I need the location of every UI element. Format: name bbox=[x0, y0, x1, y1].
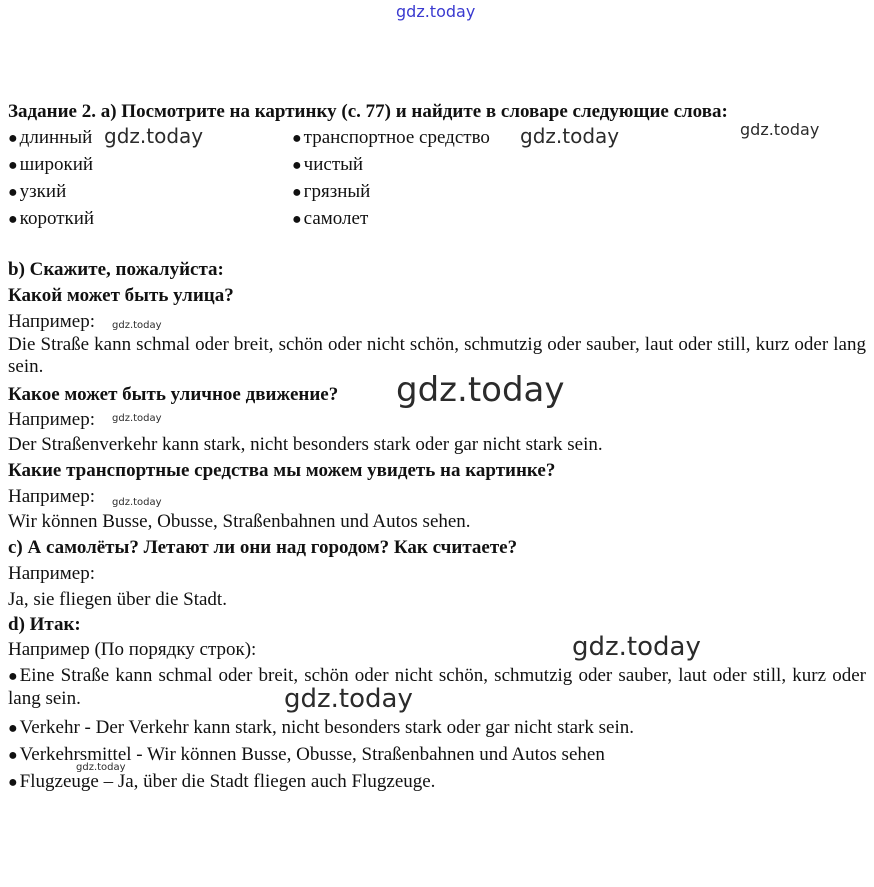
bullet-icon: ● bbox=[8, 211, 18, 228]
bullet-icon: ● bbox=[292, 184, 302, 201]
bullet-icon: ● bbox=[292, 130, 302, 147]
watermark: gdz.today bbox=[112, 413, 162, 424]
part-d-heading: d) Итак: bbox=[8, 614, 81, 635]
watermark: gdz.today bbox=[284, 684, 413, 714]
watermark: gdz.today bbox=[396, 370, 565, 410]
bullet-icon: ● bbox=[8, 774, 18, 791]
bullet-icon: ● bbox=[8, 720, 18, 737]
summary-item: ● Flugzeuge – Ja, über die Stadt fliegen auch Flugzeuge. bbox=[8, 771, 436, 792]
watermark: gdz.today bbox=[112, 497, 162, 508]
word-item: ● грязный bbox=[292, 181, 371, 202]
example-label: Например: bbox=[8, 409, 95, 430]
answer-traffic: Der Straßenverkehr kann stark, nicht besonders stark oder gar nicht stark sein. bbox=[8, 434, 603, 455]
summary-item: ● Verkehr - Der Verkehr kann stark, nicht besonders stark oder gar nicht stark sein. bbox=[8, 717, 634, 738]
answer-street: Die Straße kann schmal oder breit, schön oder nicht schön, schmutzig oder sauber, laut oder still, kurz oder lang sein. bbox=[8, 334, 866, 377]
question-transport: Какие транспортные средства мы можем увидеть на картинке? bbox=[8, 460, 556, 481]
bullet-icon: ● bbox=[8, 747, 18, 764]
watermark: gdz.today bbox=[572, 632, 701, 662]
bullet-icon: ● bbox=[292, 211, 302, 228]
bullet-icon: ● bbox=[8, 157, 18, 174]
question-street: Какой может быть улица? bbox=[8, 285, 234, 306]
word-item: ● короткий bbox=[8, 208, 95, 229]
watermark: gdz.today bbox=[520, 124, 620, 148]
example-label: Например: bbox=[8, 563, 95, 584]
word-item: ● широкий bbox=[8, 154, 94, 175]
bullet-icon: ● bbox=[8, 130, 18, 147]
part-c-heading: c) А самолёты? Летают ли они над городом? Как считаете? bbox=[8, 537, 518, 558]
watermark: gdz.today bbox=[740, 120, 820, 139]
watermark: gdz.today bbox=[396, 2, 476, 21]
word-item: ● чистый bbox=[292, 154, 364, 175]
word-item: ● самолет bbox=[292, 208, 369, 229]
word-item: ● узкий bbox=[8, 181, 67, 202]
example-label: Например (По порядку строк): bbox=[8, 639, 257, 660]
answer-transport: Wir können Busse, Obusse, Straßenbahnen und Autos sehen. bbox=[8, 511, 471, 532]
word-item: ● транспортное средство bbox=[292, 127, 490, 148]
question-traffic: Какое может быть уличное движение? bbox=[8, 384, 339, 405]
word-item: ● длинный bbox=[8, 127, 93, 148]
watermark: gdz.today bbox=[112, 320, 162, 331]
summary-item: ● Eine Straße kann schmal oder breit, schön oder nicht schön, schmutzig oder sauber, laut oder still, kurz oder lang sein. bbox=[8, 665, 866, 709]
answer-planes: Ja, sie fliegen über die Stadt. bbox=[8, 589, 227, 610]
bullet-icon: ● bbox=[8, 184, 18, 201]
watermark: gdz.today bbox=[76, 762, 126, 773]
task-heading: Задание 2. а) Посмотрите на картинку (с. 77) и найдите в словаре следующие слова: bbox=[8, 101, 728, 122]
part-b-heading: b) Скажите, пожалуйста: bbox=[8, 259, 224, 280]
example-label: Например: bbox=[8, 486, 95, 507]
bullet-icon: ● bbox=[8, 668, 18, 685]
bullet-icon: ● bbox=[292, 157, 302, 174]
summary-item: ● Verkehrsmittel - Wir können Busse, Obusse, Straßenbahnen und Autos sehen bbox=[8, 744, 605, 765]
example-label: Например: bbox=[8, 311, 95, 332]
watermark: gdz.today bbox=[104, 124, 204, 148]
